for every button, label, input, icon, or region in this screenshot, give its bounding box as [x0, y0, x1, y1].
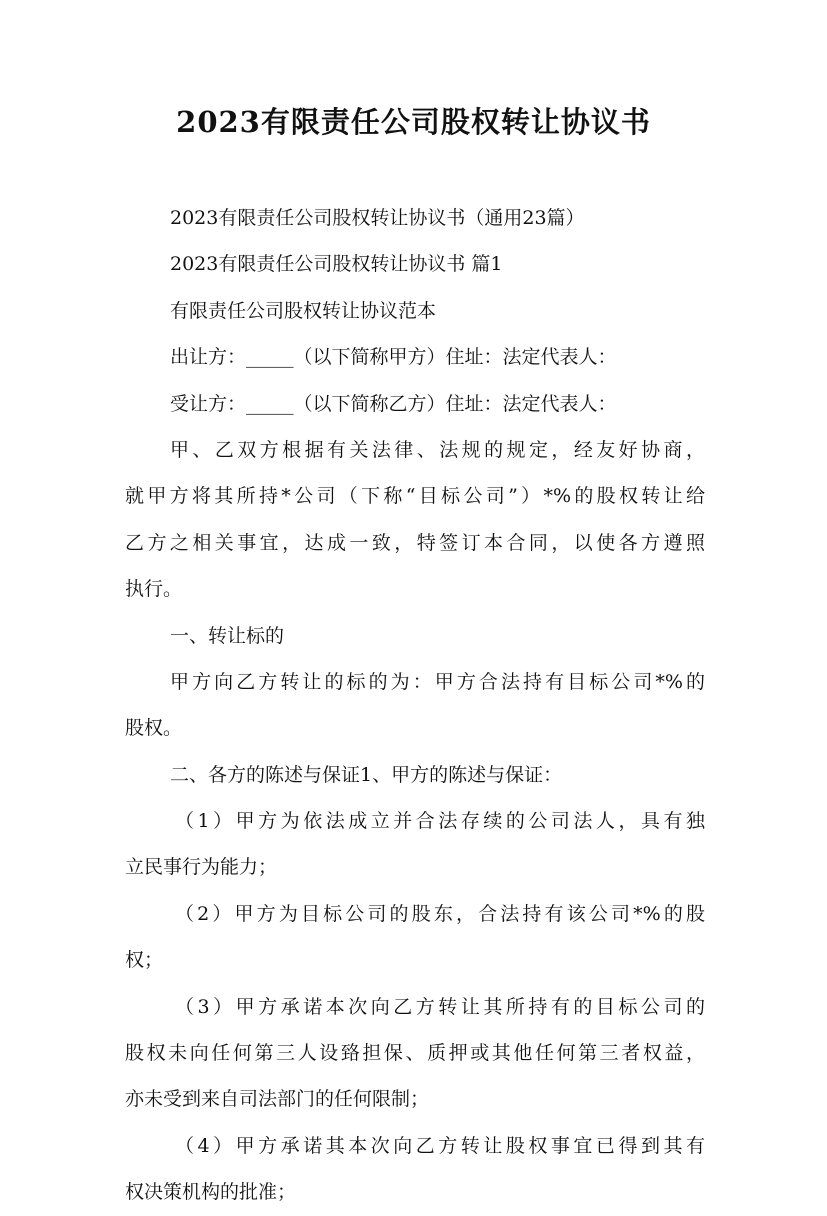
paragraph-line: （3）甲方承诺本次向乙方转让其所持有的目标公司的: [175, 995, 705, 1018]
document-title: 2023有限责任公司股权转让协议书: [176, 105, 651, 139]
paragraph-line: 有限责任公司股权转让协议范本: [170, 299, 437, 322]
paragraph-line: 立民事行为能力；: [125, 856, 278, 879]
paragraph-line: 出让方：_____（以下简称甲方）住址：法定代表人：: [170, 346, 617, 369]
paragraph-line: 权决策机构的批准；: [125, 1181, 297, 1204]
paragraph-line: 乙方之相关事宜，达成一致，特签订本合同，以使各方遵照: [125, 531, 705, 554]
section-heading: 二、各方的陈述与保证1、甲方的陈述与保证：: [170, 763, 563, 786]
paragraph-line: 股权未向任何第三人设臵担保、质押或其他任何第三者权益，: [125, 1042, 705, 1065]
paragraph-line: 执行。: [125, 578, 183, 601]
paragraph-line: 股权。: [125, 717, 183, 740]
paragraph-line: （4）甲方承诺其本次向乙方转让股权事宜已得到其有: [175, 1134, 705, 1157]
section-heading: 一、转让标的: [170, 624, 285, 647]
paragraph-line: 2023有限责任公司股权转让协议书 篇1: [170, 253, 503, 276]
paragraph-line: 甲、乙双方根据有关法律、法规的规定，经友好协商，: [170, 438, 705, 461]
paragraph-line: 权；: [125, 949, 164, 972]
paragraph-line: 甲方向乙方转让的标的为：甲方合法持有目标公司*%的: [170, 670, 705, 693]
paragraph-line: 亦未受到来自司法部门的任何限制；: [125, 1088, 430, 1111]
paragraph-line: （2）甲方为目标公司的股东，合法持有该公司*%的股: [175, 902, 705, 925]
paragraph-line: 就甲方将其所持*公司（下称“目标公司”）*%的股权转让给: [125, 485, 705, 508]
paragraph-line: （1）甲方为依法成立并合法存续的公司法人，具有独: [175, 810, 705, 833]
paragraph-line: 受让方：_____（以下简称乙方）住址：法定代表人：: [170, 392, 617, 415]
document-body: [125, 195, 705, 1216]
paragraph-line: 2023有限责任公司股权转让协议书（通用23篇）: [170, 207, 585, 229]
